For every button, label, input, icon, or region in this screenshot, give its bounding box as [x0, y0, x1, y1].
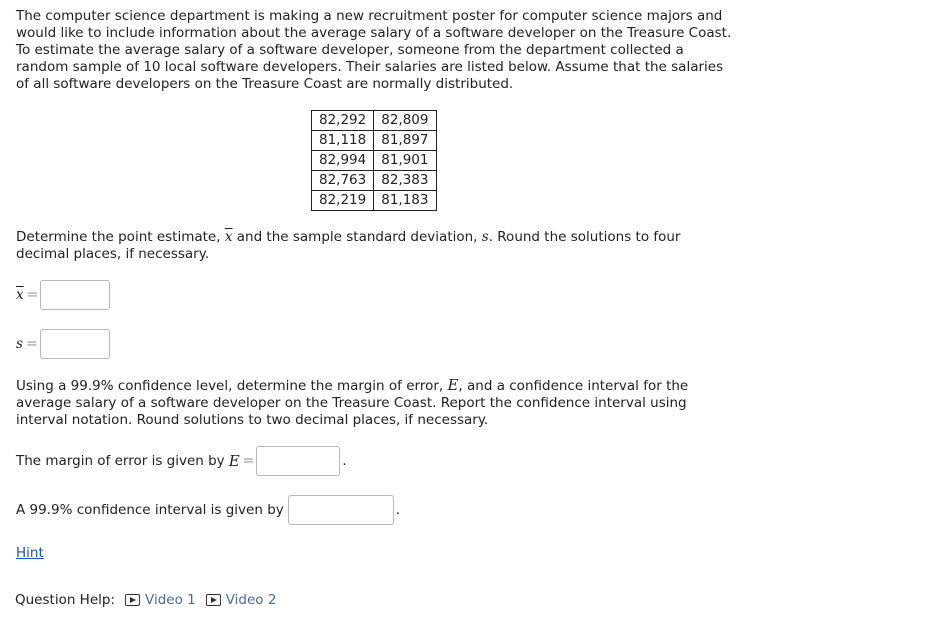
- s-answer-row: [16, 329, 110, 359]
- table-cell: 81,183: [374, 191, 436, 211]
- play-video-icon: [125, 594, 140, 606]
- hint-link[interactable]: Hint: [16, 545, 44, 561]
- margin-of-error-input[interactable]: [256, 446, 340, 476]
- table-cell: 81,118: [312, 131, 374, 151]
- confidence-interval-input[interactable]: [288, 495, 394, 525]
- s-input[interactable]: [40, 329, 110, 359]
- s-symbol: s: [481, 229, 489, 245]
- E-label: E: [228, 452, 240, 470]
- q1-text-end: . Round the solutions to four decimal places, if necessary.: [16, 229, 681, 262]
- xbar-answer-row: [16, 280, 110, 310]
- table-row: [312, 151, 437, 171]
- video-2-link[interactable]: [206, 592, 277, 608]
- table-cell: 81,901: [374, 151, 436, 171]
- video-2-label: Video 2: [225, 592, 277, 608]
- table-cell: 82,809: [374, 111, 436, 131]
- E-symbol: E: [447, 376, 459, 394]
- margin-of-error-label: The margin of error is given by: [16, 453, 225, 469]
- table-cell: 82,994: [312, 151, 374, 171]
- question-help: [15, 592, 276, 608]
- q2-text-start: Using a 99.9% confidence level, determine the margin of error,: [16, 378, 448, 394]
- video-1-link[interactable]: [125, 592, 196, 608]
- confidence-interval-label: A 99.9% confidence interval is given by: [16, 502, 284, 518]
- salary-table: [311, 110, 437, 211]
- table-cell: 82,219: [312, 191, 374, 211]
- period: .: [395, 502, 401, 518]
- q1-text-start: Determine the point estimate,: [16, 229, 225, 245]
- equals-sign: =: [26, 287, 39, 303]
- play-video-icon: [206, 594, 221, 606]
- table-row: [312, 111, 437, 131]
- problem-intro: The computer science department is making a new recruitment poster for computer science majors and would like to include information about the average salary of a software developer on the Treasure Coast. To estimate the average salary of a software developer, someone from the department collected a random sample of 10 local software developers. Their salaries are listed below. Assume that the salaries of all software developers on the Treasure Coast are normally distributed.: [16, 8, 732, 92]
- confidence-interval-row: [16, 495, 400, 525]
- question-help-label: Question Help:: [15, 592, 115, 608]
- table-row: [312, 131, 437, 151]
- margin-of-error-row: [16, 446, 347, 476]
- equals-sign: =: [242, 453, 255, 469]
- xbar-label: $\overline{x}$: [16, 287, 24, 303]
- equals-sign: =: [25, 336, 38, 352]
- video-1-label: Video 1: [145, 592, 196, 608]
- q1-text-middle: and the sample standard deviation,: [232, 229, 482, 245]
- xbar-symbol: $\overline{x}$: [224, 229, 233, 245]
- table-cell: 82,292: [312, 111, 374, 131]
- table-cell: 81,897: [374, 131, 436, 151]
- s-label: s: [16, 336, 23, 352]
- question-1-text: [16, 229, 736, 263]
- q2-text-end: , and a confidence interval for the average salary of a software developer on the Treasure Coast. Report the confidence interval using interval notation. Round solutions to two decimal places, if necessary.: [16, 378, 689, 428]
- table-row: [312, 171, 437, 191]
- xbar-input[interactable]: [40, 280, 110, 310]
- question-2-text: [16, 377, 736, 429]
- table-row: [312, 191, 437, 211]
- table-cell: 82,383: [374, 171, 436, 191]
- table-cell: 82,763: [312, 171, 374, 191]
- period: .: [342, 453, 347, 469]
